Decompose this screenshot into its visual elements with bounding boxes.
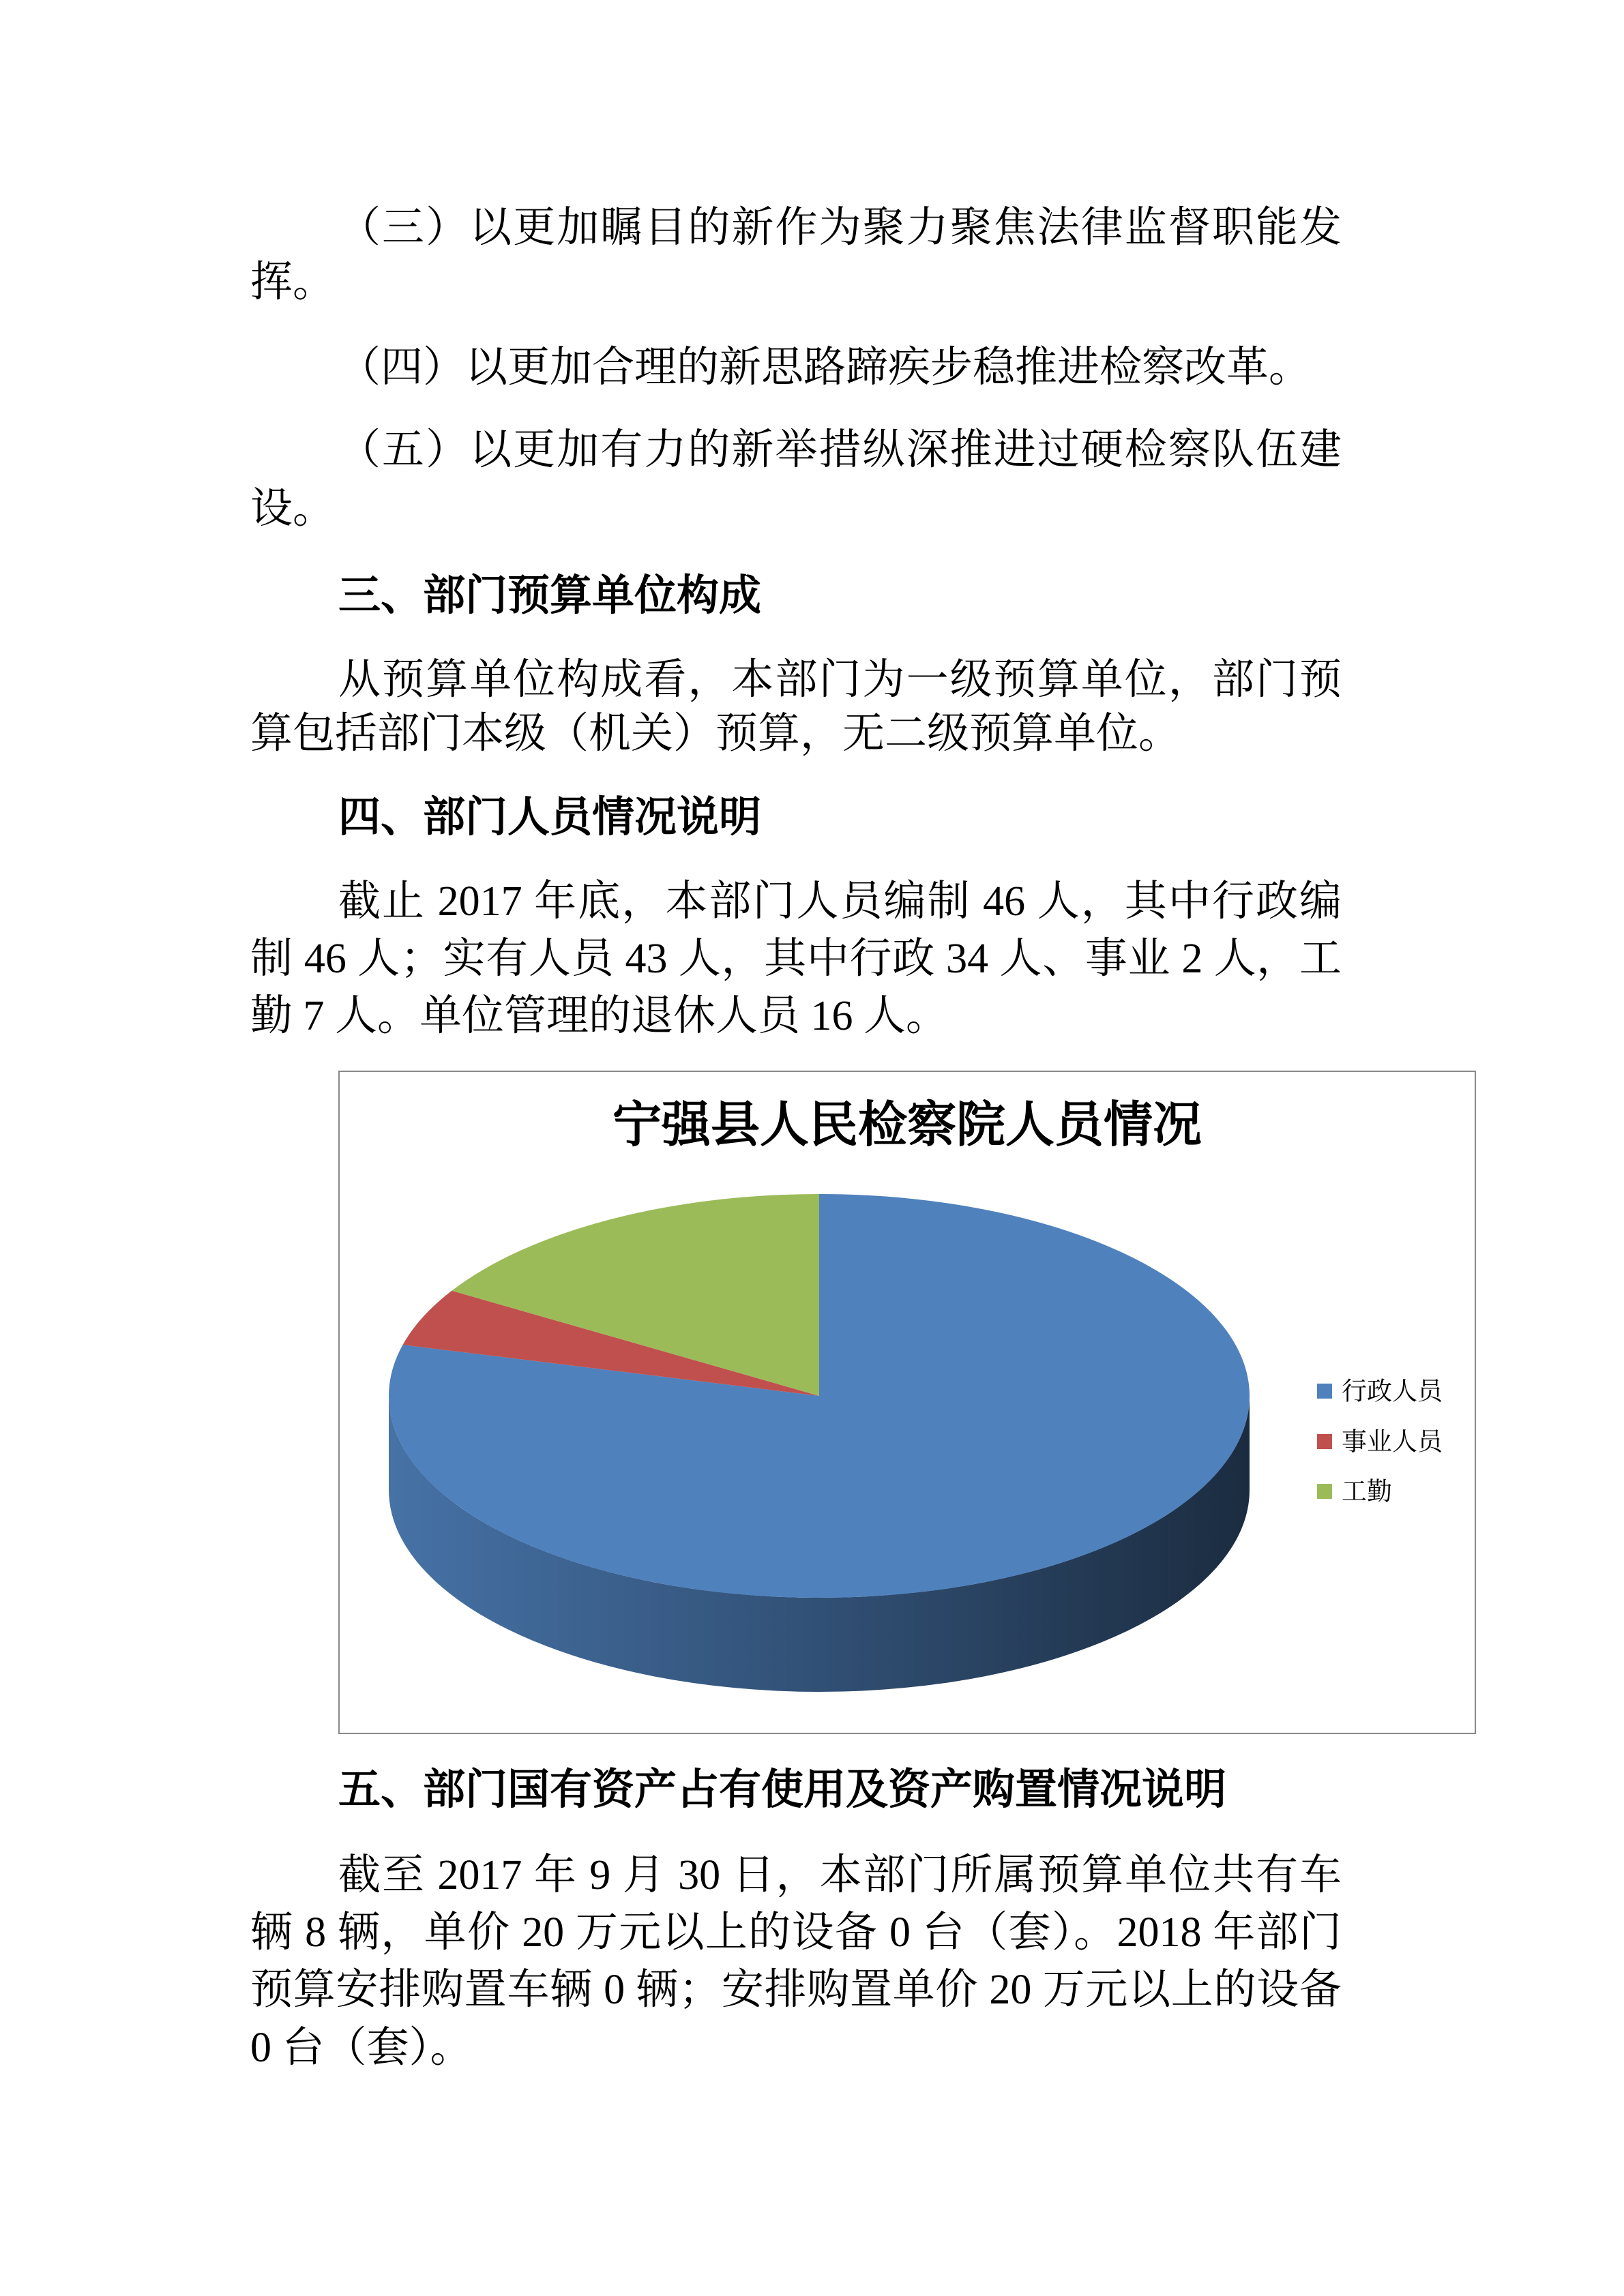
chart-legend <box>1317 1377 1445 1506</box>
item-5-line-1: （五）以更加有力的新举措纵深推进过硬检察队伍建 <box>338 427 1342 473</box>
legend-label: 工勤 <box>1342 1477 1392 1506</box>
legend-label: 行政人员 <box>1342 1377 1443 1405</box>
section-3-line-1: 从预算单位构成看，本部门为一级预算单位，部门预 <box>338 657 1342 703</box>
legend-swatch <box>1317 1434 1332 1449</box>
section-4-line-3: 勤 7 人。单位管理的退休人员 16 人。 <box>250 993 949 1039</box>
item-5-line-2: 设。 <box>250 486 336 532</box>
item-3-line-1: （三）以更加瞩目的新作为聚力聚焦法律监督职能发 <box>338 205 1342 251</box>
section-4-line-1: 截止 2017 年底，本部门人员编制 46 人，其中行政编 <box>338 878 1342 925</box>
section-5-line-4: 0 台（套）。 <box>250 2025 473 2071</box>
section-3-line-2: 算包括部门本级（机关）预算，无二级预算单位。 <box>250 711 1181 757</box>
legend-item-service-workers <box>1317 1478 1392 1506</box>
section-5-line-3: 预算安排购置车辆 0 辆；安排购置单价 20 万元以上的设备 <box>250 1967 1342 2013</box>
staff-pie-chart <box>338 1071 1476 1734</box>
legend-item-administrative-staff <box>1317 1377 1445 1405</box>
section-5-heading: 五、部门国有资产占有使用及资产购置情况说明 <box>338 1766 1227 1813</box>
legend-label: 事业人员 <box>1342 1427 1443 1456</box>
legend-swatch <box>1317 1484 1332 1499</box>
item-4-line-1: （四）以更加合理的新思路蹄疾步稳推进检察改革。 <box>338 344 1312 391</box>
pie-slices <box>389 1194 1250 1598</box>
legend-swatch <box>1317 1384 1332 1399</box>
section-4-heading: 四、部门人员情况说明 <box>338 794 762 841</box>
section-4-line-2: 制 46 人；实有人员 43 人，其中行政 34 人、事业 2 人，工 <box>250 936 1342 982</box>
section-5-line-1: 截至 2017 年 9 月 30 日，本部门所属预算单位共有车 <box>338 1852 1342 1898</box>
section-3-heading: 三、部门预算单位构成 <box>338 572 762 619</box>
item-3-line-2: 挥。 <box>250 259 336 305</box>
chart-title: 宁强县人民检察院人员情况 <box>612 1098 1202 1152</box>
section-5-line-2: 辆 8 辆，单价 20 万元以上的设备 0 台（套）。2018 年部门 <box>250 1909 1342 1956</box>
pie-chart-canvas <box>340 1072 1475 1733</box>
legend-item-public-institution-staff <box>1317 1428 1445 1456</box>
